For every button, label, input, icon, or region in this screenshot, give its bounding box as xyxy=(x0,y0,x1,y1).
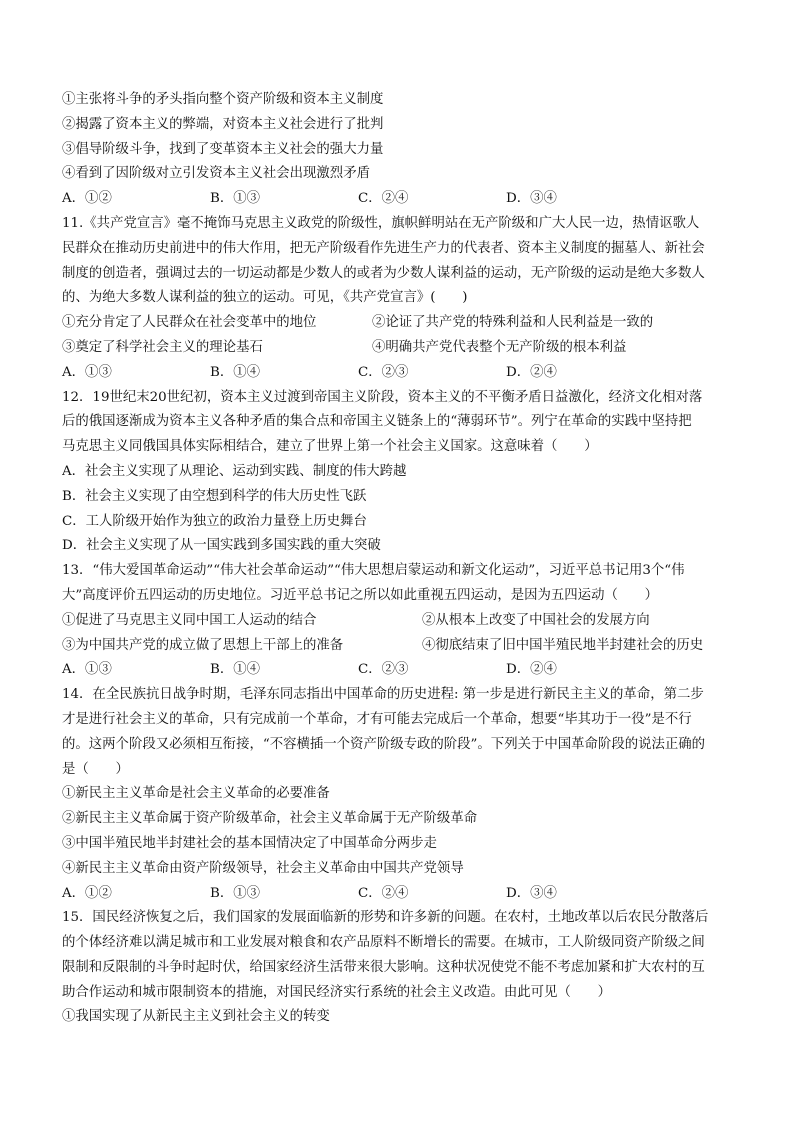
q10-option-3: ③倡导阶级斗争，找到了变革资本主义社会的强大力量 xyxy=(62,141,384,157)
q15-stem-line-2: 的个体经济难以满足城市和工业发展对粮食和农产品原料不断增长的需要。在城市，工人阶级同资产阶级之间 xyxy=(62,935,705,951)
q11-stem-line-2: 民群众在推动历史前进中的伟大作用，把无产阶级看作先进生产力的代表者、资本主义制度的掘墓人、新社会 xyxy=(62,240,705,256)
q10-choices xyxy=(62,187,734,212)
question-14 xyxy=(62,683,734,906)
q11-stem-line-3: 制度的创造者，强调过去的一切运动都是少数人的或者为少数人谋利益的运动，无产阶级的运动是绝大多数人 xyxy=(62,265,705,281)
q14-option-4: ④新民主主义革命由资产阶级领导，社会主义革命由中国共产党领导 xyxy=(62,860,464,876)
q11-choice-d: D．②④ xyxy=(506,364,557,380)
q13-option-2: ②从根本上改变了中国社会的发展方向 xyxy=(422,612,650,628)
q14-stem-line-3: 的。这两个阶段又必须相互衔接，“不容横插一个资产阶级专政的阶段”。下列关于中国革命阶段的说法正确的 xyxy=(62,736,706,752)
question-15 xyxy=(62,906,734,1030)
q13-option-3: ③为中国共产党的成立做了思想上干部上的准备 xyxy=(62,637,344,653)
q12-stem-line-1: 12．19世纪末20世纪初，资本主义过渡到帝国主义阶段，资本主义的不平衡矛盾日益激化，经济文化相对落 xyxy=(62,389,703,405)
q13-choice-d: D．②④ xyxy=(506,662,557,678)
q13-choice-a: A．①③ xyxy=(62,662,112,678)
q11-options-row-1 xyxy=(62,311,734,336)
q15-stem-line-4: 助合作运动和城市限制资本的措施，对国民经济实行系统的社会主义改造。由此可见（ ） xyxy=(62,984,612,1000)
q13-option-1: ①促进了马克思主义同中国工人运动的结合 xyxy=(62,612,317,628)
q15-option-1: ①我国实现了从新民主主义到社会主义的转变 xyxy=(62,1009,330,1025)
q15-stem-line-3: 限制和反限制的斗争时起时伏，给国家经济生活带来很大影响。这种状况使党不能不考虑加紧和扩大农村的互 xyxy=(62,959,705,975)
q14-choices xyxy=(62,882,734,907)
question-10-tail xyxy=(62,88,734,212)
q15-stem-line-1: 15．国民经济恢复之后，我们国家的发展面临新的形势和许多新的问题。在农村，土地改革以后农民分散落后 xyxy=(62,910,709,926)
q10-choice-c: C．②④ xyxy=(358,191,409,207)
q12-stem-line-2: 后的俄国逐渐成为资本主义各种矛盾的集合点和帝国主义链条上的“薄弱环节”。列宁在革命的实践中坚持把 xyxy=(62,414,692,430)
q13-stem-line-2: 大”高度评价五四运动的历史地位。习近平总书记之所以如此重视五四运动，是因为五四运动（ ） xyxy=(62,587,659,603)
q12-choice-c: C．工人阶级开始作为独立的政治力量登上历史舞台 xyxy=(62,513,367,529)
q14-option-2: ②新民主主义革命属于资产阶级革命，社会主义革命属于无产阶级革命 xyxy=(62,811,478,827)
q11-choices xyxy=(62,361,734,386)
q12-choice-d: D．社会主义实现了从一国实践到多国实践的重大突破 xyxy=(62,538,381,554)
q14-choice-a: A．①② xyxy=(62,885,112,901)
q14-choice-b: B．①③ xyxy=(210,885,261,901)
q11-option-3: ③奠定了科学社会主义的理论基石 xyxy=(62,339,263,355)
q14-choice-c: C．②④ xyxy=(358,885,409,901)
q14-choice-d: D．③④ xyxy=(506,885,557,901)
q11-choice-b: B．①④ xyxy=(210,364,261,380)
q14-option-3: ③中国半殖民地半封建社会的基本国情决定了中国革命分两步走 xyxy=(62,835,437,851)
q13-choice-c: C．②③ xyxy=(358,662,409,678)
q12-stem-line-3: 马克思主义同俄国具体实际相结合，建立了世界上第一个社会主义国家。这意味着（ ） xyxy=(62,439,598,455)
q11-options-row-2 xyxy=(62,336,734,361)
q10-choice-a: A．①② xyxy=(62,191,112,207)
q11-choice-a: A．①③ xyxy=(62,364,112,380)
q10-option-2: ②揭露了资本主义的弊端，对资本主义社会进行了批判 xyxy=(62,116,384,132)
q11-stem-line-1: 11.《共产党宣言》毫不掩饰马克思主义政党的阶级性，旗帜鲜明站在无产阶级和广大人民一边，热情讴歌人 xyxy=(62,215,700,231)
q13-options-row-1 xyxy=(62,609,734,634)
exam-page xyxy=(62,88,734,1030)
q14-stem-line-2: 才是进行社会主义的革命，只有完成前一个革命，才有可能去完成后一个革命，想要“毕其功于一役”是不行 xyxy=(62,711,692,727)
question-11 xyxy=(62,212,734,386)
q10-option-1: ①主张将斗争的矛头指向整个资产阶级和资本主义制度 xyxy=(62,92,384,107)
q13-stem-line-1: 13．“伟大爱国革命运动”“伟大社会革命运动”“伟大思想启蒙运动和新文化运动”，习近平总书记用3个“伟 xyxy=(62,563,685,579)
q14-stem-line-4: 是（ ） xyxy=(62,761,129,777)
q13-options-row-2 xyxy=(62,634,734,659)
q14-option-1: ①新民主主义革命是社会主义革命的必要准备 xyxy=(62,786,330,802)
q13-choices xyxy=(62,658,734,683)
q10-choice-d: D．③④ xyxy=(506,191,557,207)
q13-choice-b: B．①④ xyxy=(210,662,261,678)
q11-choice-c: C．②③ xyxy=(358,364,409,380)
question-12 xyxy=(62,386,734,560)
q10-option-4: ④看到了因阶级对立引发资本主义社会出现激烈矛盾 xyxy=(62,166,370,182)
q14-stem-line-1: 14．在全民族抗日战争时期，毛泽东同志指出中国革命的历史进程: 第一步是进行新民主主义的革命，第二步 xyxy=(62,687,704,703)
q10-choice-b: B．①③ xyxy=(210,191,261,207)
q11-option-1: ①充分肯定了人民群众在社会变革中的地位 xyxy=(62,315,317,331)
q11-option-2: ②论证了共产党的特殊利益和人民利益是一致的 xyxy=(372,315,654,331)
q12-choice-b: B．社会主义实现了由空想到科学的伟大历史性飞跃 xyxy=(62,488,367,504)
q12-choice-a: A．社会主义实现了从理论、运动到实践、制度的伟大跨越 xyxy=(62,463,407,479)
q11-option-4: ④明确共产党代表整个无产阶级的根本利益 xyxy=(372,339,627,355)
q13-option-4: ④彻底结束了旧中国半殖民地半封建社会的历史 xyxy=(422,637,704,653)
question-13 xyxy=(62,559,734,683)
q11-stem-line-4: 的、为绝大多数人谋利益的独立的运动。可见，《共产党宣言》( ) xyxy=(62,290,468,306)
